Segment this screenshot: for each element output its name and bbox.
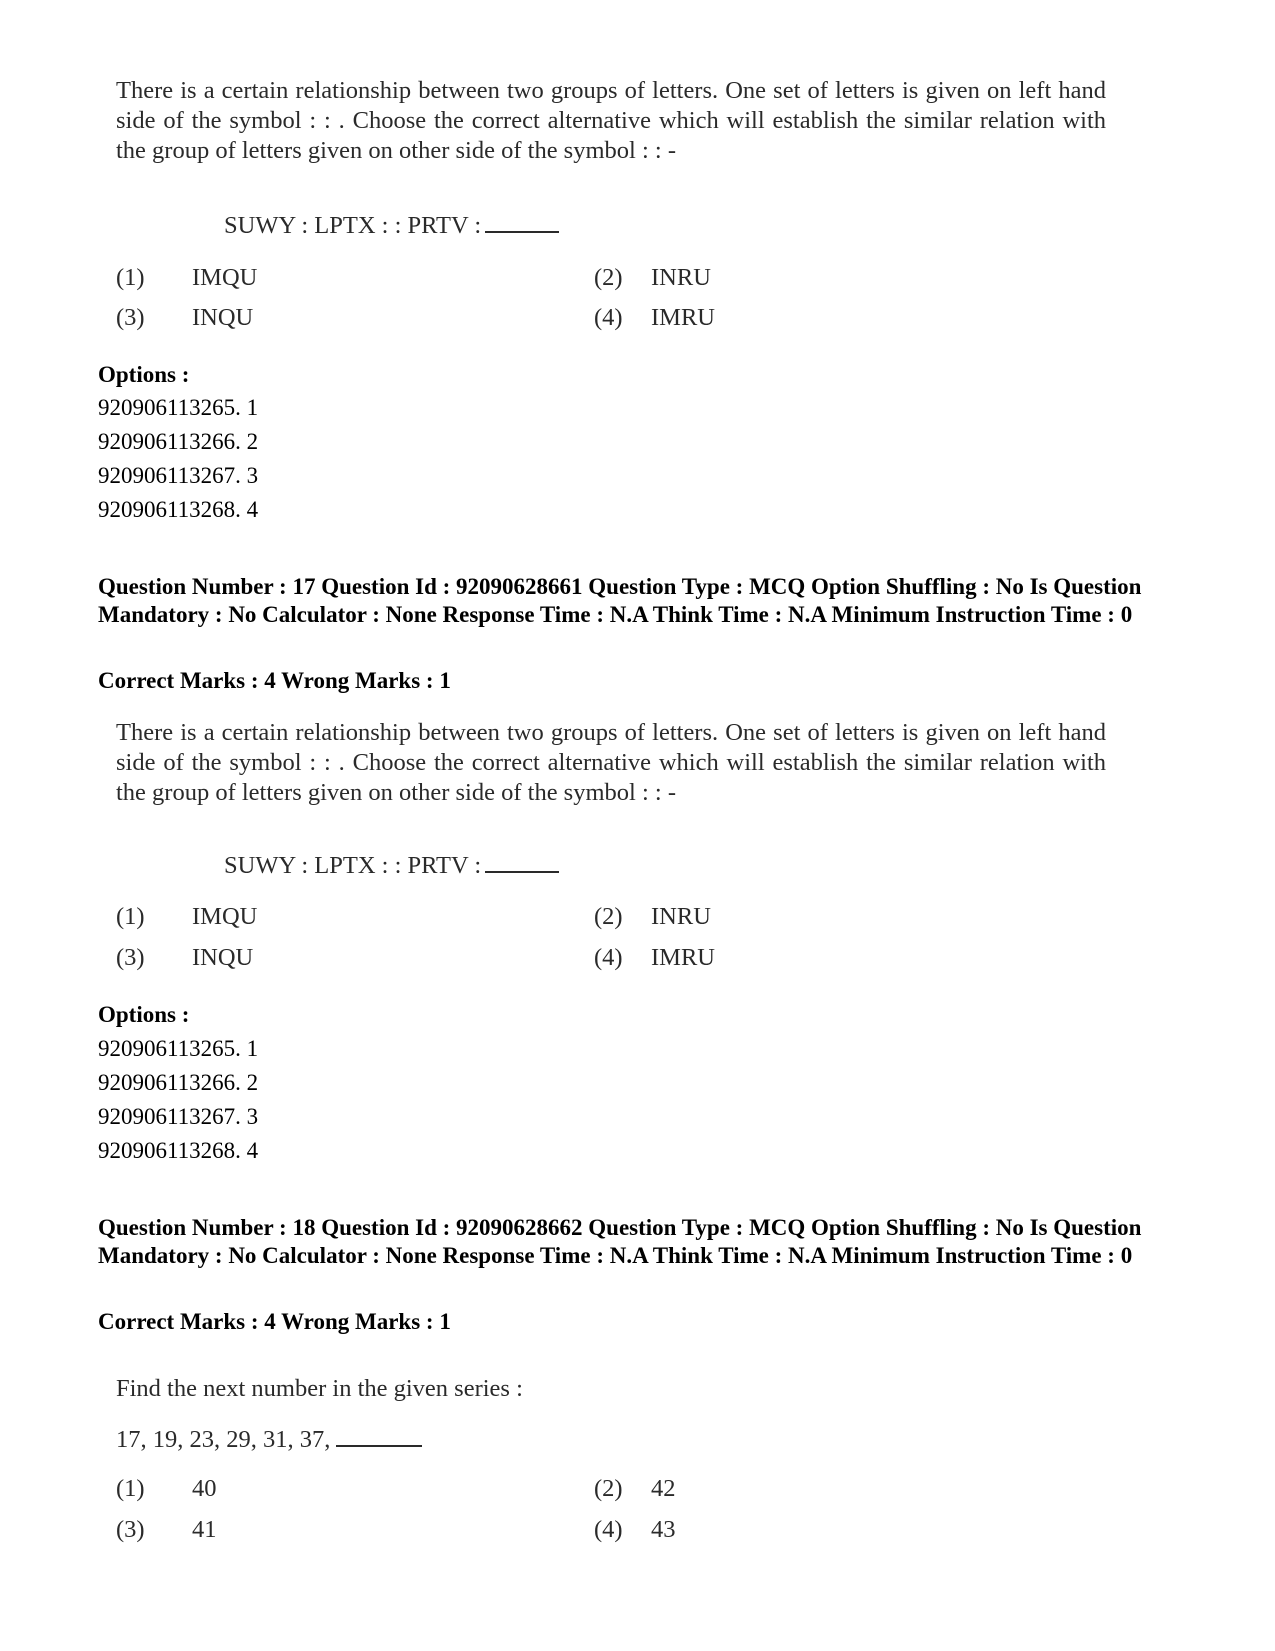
choice-row: [116, 944, 816, 978]
answer-blank: [485, 213, 559, 233]
choice-row: [116, 903, 816, 937]
choice-row: [116, 1475, 816, 1509]
choice-item: (1) IMQU: [116, 903, 258, 930]
choice-row: [116, 304, 816, 338]
option-item: 920906113267. 3: [98, 1104, 259, 1129]
question-body: There is a certain relationship between two groups of letters. One set of letters is given on left hand side of the symbol : : . Choose the correct alternative which will establish the similar relation with the group of letters given on other side of the symbol : : -: [116, 77, 1106, 164]
option-item: 920906113266. 2: [98, 429, 259, 454]
choice-item: (1) IMQU: [116, 264, 258, 291]
choice-item: (4) 43: [594, 1516, 676, 1543]
choice-item: (2) INRU: [594, 264, 711, 291]
option-item: 920906113265. 1: [98, 1036, 259, 1061]
option-item: 920906113268. 4: [98, 497, 259, 522]
options-title: Options :: [98, 362, 190, 387]
option-item: 920906113268. 4: [98, 1138, 259, 1163]
analogy-text: SUWY : LPTX : : PRTV :: [224, 852, 482, 879]
question-meta: Question Number : 18 Question Id : 92090628662 Question Type : MCQ Option Shuffling : No Is Question Mandatory : No Calculator : None Response Time : N.A Think Time : N.A Minimum Instruction Time : 0: [98, 1215, 1142, 1268]
series-text: 17, 19, 23, 29, 31, 37,: [116, 1426, 331, 1453]
answer-blank: [485, 853, 559, 873]
choice-item: (1) 40: [116, 1475, 217, 1502]
option-item: 920906113265. 1: [98, 395, 259, 420]
option-item: 920906113266. 2: [98, 1070, 259, 1095]
options-title: Options :: [98, 1002, 190, 1027]
choice-row: [116, 264, 816, 298]
question-meta: Question Number : 17 Question Id : 92090628661 Question Type : MCQ Option Shuffling : No Is Question Mandatory : No Calculator : None Response Time : N.A Think Time : N.A Minimum Instruction Time : 0: [98, 574, 1142, 627]
question-body: Find the next number in the given series :: [116, 1375, 523, 1402]
choice-row: [116, 1516, 816, 1550]
option-item: 920906113267. 3: [98, 463, 259, 488]
question-text: [116, 718, 1106, 808]
choice-item: (3) 41: [116, 1516, 217, 1543]
analogy-line: [224, 852, 559, 880]
choice-item: (2) INRU: [594, 903, 711, 930]
analogy-text: SUWY : LPTX : : PRTV :: [224, 212, 482, 239]
marks-line: Correct Marks : 4 Wrong Marks : 1: [98, 1309, 451, 1334]
answer-blank: [336, 1427, 422, 1447]
choice-item: (2) 42: [594, 1475, 676, 1502]
question-body: There is a certain relationship between two groups of letters. One set of letters is given on left hand side of the symbol : : . Choose the correct alternative which will establish the similar relation with the group of letters given on other side of the symbol : : -: [116, 719, 1106, 806]
question-text: [116, 76, 1106, 166]
series-line: [116, 1426, 422, 1454]
choice-item: (3) INQU: [116, 944, 254, 971]
choice-item: (3) INQU: [116, 304, 254, 331]
choice-item: (4) IMRU: [594, 944, 715, 971]
analogy-line: [224, 212, 559, 240]
choice-item: (4) IMRU: [594, 304, 715, 331]
marks-line: Correct Marks : 4 Wrong Marks : 1: [98, 668, 451, 693]
